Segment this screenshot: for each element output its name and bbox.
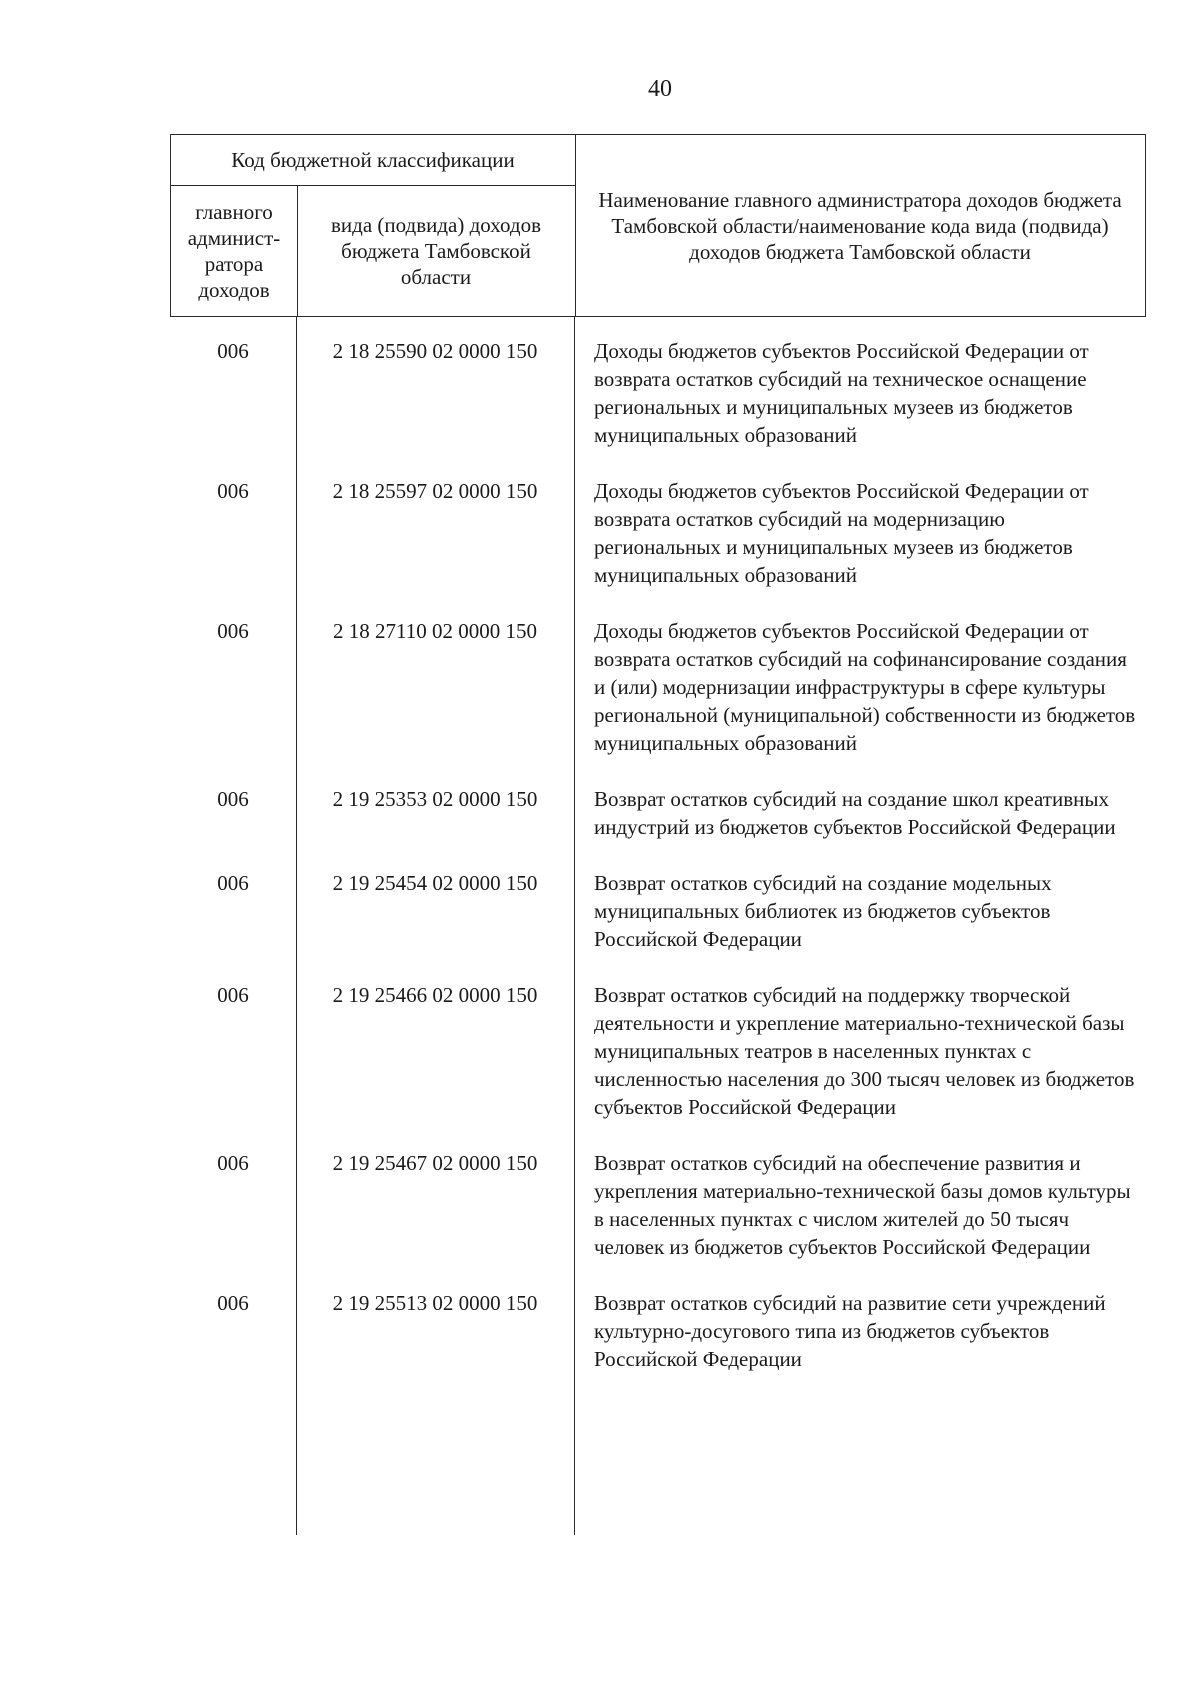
table-row: [170, 1149, 1146, 1261]
income-code: 2 18 25597 02 0000 150: [332, 479, 538, 503]
income-code: 2 19 25513 02 0000 150: [332, 1291, 538, 1315]
admin-code: 006: [217, 1291, 249, 1315]
admin-code: 006: [217, 1151, 249, 1175]
income-name: Доходы бюджетов субъектов Российской Федерации от возврата остатков субсидий на модернизацию региональных и муниципальных музеев из бюджетов муниципальных образований: [594, 479, 1089, 587]
table-row: [170, 337, 1146, 449]
income-name: Доходы бюджетов субъектов Российской Федерации от возврата остатков субсидий на софинансирование создания и (или) модернизации инфраструктуры в сфере культуры региональной (муниципальной) собственности из бюджетов муниципальных образований: [594, 619, 1136, 755]
header-vid: вида (подвида) доходов бюджета Тамбовской области: [331, 212, 541, 289]
table-row: [170, 1289, 1146, 1373]
table-header: [170, 134, 1146, 317]
income-name: Возврат остатков субсидий на создание школ креативных индустрий из бюджетов субъектов Российской Федерации: [594, 787, 1116, 839]
table-row: [170, 617, 1146, 757]
income-code: 2 19 25467 02 0000 150: [332, 1151, 538, 1175]
table-row: [170, 477, 1146, 589]
admin-code: 006: [217, 619, 249, 643]
header-admin: главного админист-ратора доходов: [187, 199, 281, 302]
income-code: 2 18 27110 02 0000 150: [333, 619, 537, 643]
admin-code: 006: [217, 871, 249, 895]
income-code: 2 19 25466 02 0000 150: [332, 983, 538, 1007]
income-name: Возврат остатков субсидий на создание модельных муниципальных библиотек из бюджетов субъектов Российской Федерации: [594, 871, 1052, 951]
income-name: Возврат остатков субсидий на развитие сети учреждений культурно-досугового типа из бюджетов субъектов Российской Федерации: [594, 1291, 1106, 1371]
page-number: 40: [648, 76, 672, 102]
table-row: [170, 869, 1146, 953]
admin-code: 006: [217, 479, 249, 503]
income-code: 2 18 25590 02 0000 150: [332, 339, 538, 363]
admin-code: 006: [217, 339, 249, 363]
income-name: Возврат остатков субсидий на обеспечение развития и укрепления материально-технической базы домов культуры в населенных пунктах с числом жителей до 50 тысяч человек из бюджетов субъектов Российской Федерации: [594, 1151, 1131, 1259]
table-row: [170, 785, 1146, 841]
table-row: [170, 981, 1146, 1121]
income-name: Возврат остатков субсидий на поддержку творческой деятельности и укрепление материально-технической базы муниципальных театров в населенных пунктах с численностью населения до 300 тысяч человек из бюджетов субъектов Российской Федерации: [594, 983, 1135, 1119]
header-kbk: Код бюджетной классификации: [231, 148, 515, 172]
admin-code: 006: [217, 983, 249, 1007]
income-name: Доходы бюджетов субъектов Российской Федерации от возврата остатков субсидий на техническое оснащение региональных и муниципальных музеев из бюджетов муниципальных образований: [594, 339, 1089, 447]
admin-code: 006: [217, 787, 249, 811]
table-body: [170, 337, 1146, 1373]
header-name: Наименование главного администратора доходов бюджета Тамбовской области/наименование кода вида (подвида) доходов бюджета Тамбовской области: [598, 187, 1122, 264]
income-code: 2 19 25353 02 0000 150: [332, 787, 538, 811]
income-code: 2 19 25454 02 0000 150: [332, 871, 538, 895]
